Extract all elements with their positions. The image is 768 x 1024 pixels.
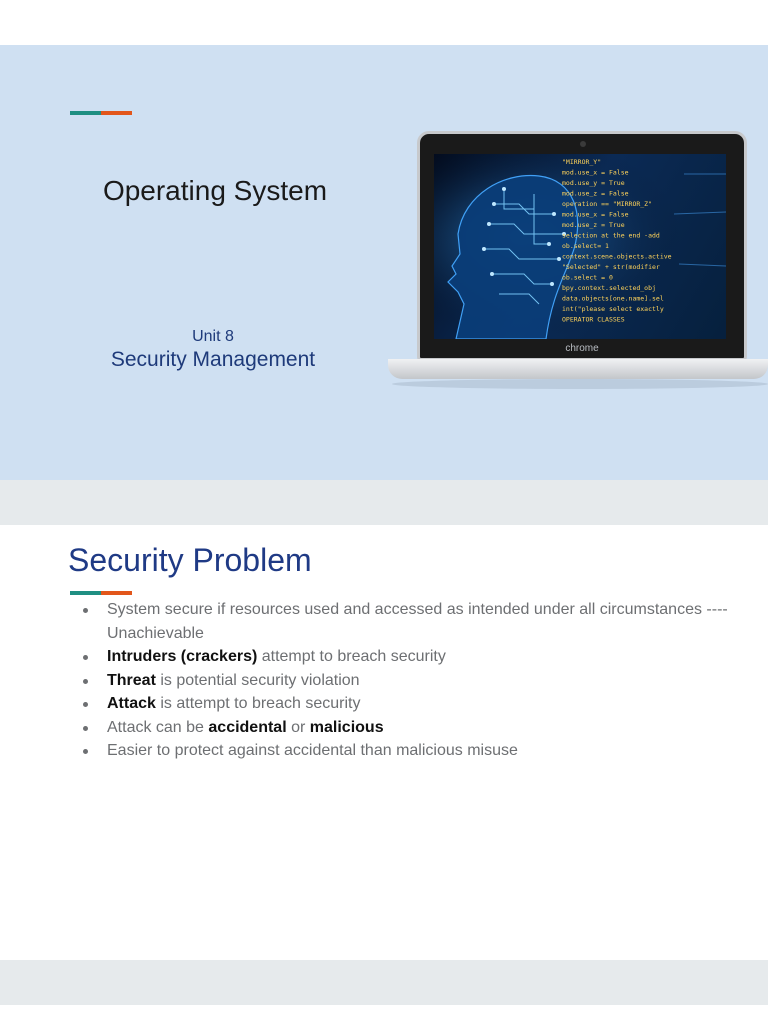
screen-code-line: mod.use_x = False	[562, 168, 629, 177]
unit-label: Unit 8	[192, 328, 234, 345]
section-heading: Security Problem	[68, 542, 312, 578]
bold-term: Attack	[107, 695, 156, 712]
bullet-dot-icon	[83, 702, 88, 707]
laptop-brand-label: chrome	[565, 343, 599, 354]
bold-term: Intruders (crackers)	[107, 648, 258, 665]
screen-code-line: bpy.context.selected_obj	[562, 284, 656, 292]
screen-code-line: "Selected" + str(modifier	[562, 263, 660, 271]
slide-separator	[0, 480, 768, 525]
bullet-text: attempt to breach security	[257, 648, 446, 665]
screen-code-line: mod.use_z = True	[562, 221, 625, 229]
bullet-item	[80, 692, 730, 716]
bullet-text: is attempt to breach security	[155, 695, 361, 712]
accent-line	[70, 111, 132, 115]
accent-line	[70, 591, 132, 595]
cover-slide	[0, 45, 768, 480]
bullet-item	[80, 716, 730, 740]
screen-code-line: selection at the end -add	[562, 231, 660, 240]
bullet-item	[80, 645, 730, 669]
bold-term: malicious	[309, 718, 384, 736]
bullet-dot-icon	[83, 679, 88, 684]
screen-code-line: context.scene.objects.active	[562, 252, 672, 261]
webcam-icon	[580, 141, 586, 147]
bullet-dot-icon	[83, 608, 88, 613]
screen-code-line: mod.use_y = True	[562, 179, 625, 187]
bullet-dot-icon	[83, 726, 88, 731]
screen-code-line: operation == "MIRROR_Z"	[562, 200, 653, 208]
screen-code-line: data.objects[one.name].sel	[562, 294, 664, 303]
bullet-text: Attack can be	[107, 718, 209, 736]
screen-code-line: int("please select exactly	[562, 305, 664, 313]
ai-head-illustration	[434, 154, 726, 339]
slide-subtitle: Security Management	[110, 348, 316, 371]
bold-term: Threat	[107, 671, 156, 689]
screen-code-line: "MIRROR_Y"	[562, 158, 602, 166]
screen-code-line: mod.use_z = False	[562, 189, 629, 198]
screen-code-line: mod.use_x = False	[562, 210, 629, 219]
bullet-text: System secure if resources used and accessed as intended under all circumstances ---- Unachievable	[107, 601, 728, 642]
bullet-text: Easier to protect against accidental than malicious misuse	[107, 742, 518, 759]
bullet-dot-icon	[83, 749, 88, 754]
slide-separator	[0, 960, 768, 1005]
screen-code-line: ob.select= 1	[562, 242, 609, 250]
laptop-image	[417, 131, 747, 361]
bullet-item	[80, 739, 730, 763]
bold-term: accidental	[208, 718, 287, 736]
bullet-text: is potential security violation	[155, 671, 360, 689]
screen-code-line: OPERATOR CLASSES	[562, 315, 625, 324]
laptop-shadow	[392, 379, 768, 389]
bullet-item	[80, 598, 730, 645]
bullet-list	[80, 598, 730, 763]
bullet-text: or	[286, 718, 310, 736]
screen-code-line: ob.select = 0	[562, 273, 613, 282]
bullet-dot-icon	[83, 655, 88, 660]
laptop-screen	[434, 154, 726, 339]
slide-title: Operating System	[102, 175, 328, 206]
laptop-base	[388, 359, 768, 379]
bullet-item	[80, 669, 730, 693]
